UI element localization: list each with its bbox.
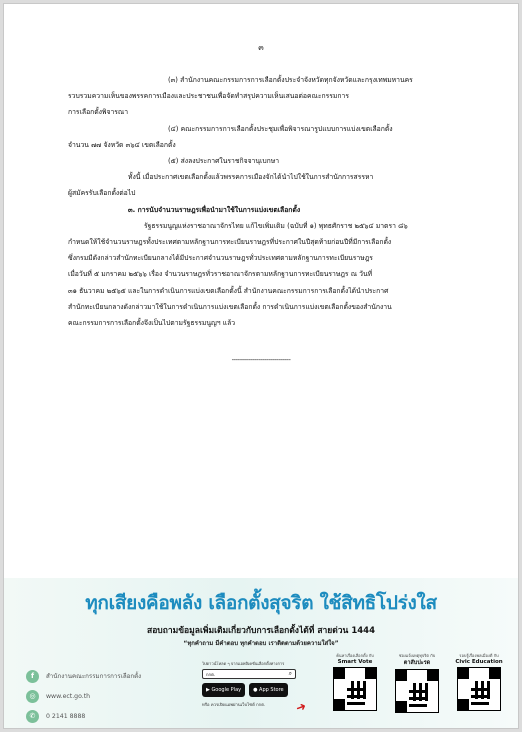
qr-code-icon xyxy=(395,669,439,713)
body-line: สำนักทะเบียนกลางดังกล่าวมาใช้ในการดำเนินการแบ่งเขตเลือกตั้ง การดำเนินการแบ่งเขตเลือกตั้งของสำนักงาน xyxy=(68,302,392,311)
end-separator: ----------------------------- xyxy=(231,356,291,364)
app-store-badge[interactable] xyxy=(249,683,288,697)
body-line: คณะกรรมการการเลือกตั้งจึงเป็นไปตามรัฐธรรมนูญฯ แล้ว xyxy=(68,319,236,328)
body-line: ๓๑ ธันวาคม ๒๕๖๕ และในการดำเนินการแบ่งเขตเลือกตั้งนี้ สำนักงานคณะกรรมการการเลือกตั้งได้นำประกาศ xyxy=(68,286,389,295)
qr-name: Civic Education xyxy=(455,659,503,665)
qr-civic-education[interactable] xyxy=(452,652,506,711)
contact-text: www.ect.go.th xyxy=(46,692,91,700)
footer-tagline: “ทุกคำถาม มีคำตอบ ทุกคำตอบ เราติดตามด้วยความใส่ใจ” xyxy=(183,640,339,647)
document-page xyxy=(3,3,519,729)
apple-icon: ● xyxy=(253,687,260,693)
qr-code-icon xyxy=(333,667,377,711)
play-icon: ▶ xyxy=(206,687,212,693)
section-heading: ๓. การนับจำนวนราษฎรเพื่อนำมาใช้ในการแบ่งเขตเลือกตั้ง xyxy=(128,205,301,214)
app-search-box[interactable] xyxy=(202,669,296,679)
download-note: หรือ ควรเปิดแอพผ่านเว็บไซต์ กกต. xyxy=(202,702,266,707)
body-line: ซึ่งกรมมีดังกล่าวสำนักทะเบียนกลางได้มีประกาศจำนวนราษฎรทั่วประเทศตามหลักฐานการทะเบียนราษฎร xyxy=(68,254,373,263)
arrow-icon: ➜ xyxy=(293,698,309,716)
facebook-icon: f xyxy=(26,670,39,683)
footer-banner xyxy=(4,578,518,729)
body-line: (๔) คณะกรรมการการเลือกตั้งประชุมเพื่อพิจารณารูปแบบการแบ่งเขตเลือกตั้ง xyxy=(168,124,393,133)
phone-icon: ✆ xyxy=(26,710,39,723)
contact-list xyxy=(26,666,216,726)
contact-text: 0 2141 8888 xyxy=(46,712,86,720)
footer-hotline: สอบถามข้อมูลเพิ่มเติมเกี่ยวกับการเลือกตั้งได้ที่ สายด่วน 1444 xyxy=(147,626,375,636)
qr-tasapparot[interactable] xyxy=(390,652,444,713)
qr-caption: รอบรู้เรื่องพลเมืองดี กับ xyxy=(459,653,499,658)
qr-caption: ค้นหาเรื่องเลือกตั้ง กับ xyxy=(336,653,374,658)
globe-icon: ◎ xyxy=(26,690,39,703)
body-line: (๓) สำนักงานคณะกรรมการการเลือกตั้งประจำจังหวัดทุกจังหวัดและกรุงเทพมหานคร xyxy=(168,76,413,84)
page-number: ๓ xyxy=(258,43,264,52)
body-line: รวบรวมความเห็นของพรรคการเมืองและประชาชนเพื่อจัดทำสรุปความเห็นเสนอต่อคณะกรรมการ xyxy=(68,92,349,101)
store-badges xyxy=(202,683,324,697)
body-line: ผู้สมัครรับเลือกตั้งต่อไป xyxy=(68,189,136,198)
app-download xyxy=(202,660,324,716)
body-line: (๕) ส่งลงประกาศในราชกิจจานุเบกษา xyxy=(168,157,280,166)
body-line: การเลือกตั้งพิจารณา xyxy=(68,108,129,117)
body-line: ทั้งนี้ เมื่อประกาศเขตเลือกตั้งแล้วพรรคการเมืองจักได้นำไปใช้ในการสำนักการสรรหา xyxy=(128,173,374,182)
qr-name: Smart Vote xyxy=(337,659,373,665)
contact-website[interactable] xyxy=(26,686,216,706)
search-value: กกต. xyxy=(206,671,216,677)
contact-phone[interactable] xyxy=(26,706,216,726)
body-line: จำนวน ๗๗ จังหวัด ๓๖๔ เขตเลือกตั้ง xyxy=(68,140,176,149)
contact-text: สำนักงานคณะกรรมการการเลือกตั้ง xyxy=(46,673,142,680)
contact-facebook[interactable] xyxy=(26,666,216,686)
qr-caption: ช่องแจ้งเหตุทุจริต กับ xyxy=(398,653,436,658)
qr-smart-vote[interactable] xyxy=(328,652,382,711)
badge-label: Google Play xyxy=(211,687,242,693)
qr-code-icon xyxy=(457,667,501,711)
google-play-badge[interactable] xyxy=(202,683,245,697)
qr-name: ตาสับปะรด xyxy=(403,660,431,666)
body-line: เมื่อวันที่ ๕ มกราคม ๒๕๖๖ เรื่อง จำนวนราษฎรทั่วราชอาณาจักรตามหลักฐานการทะเบียนราษฎร ณ วันที่ xyxy=(68,270,373,279)
search-icon: ⌕ xyxy=(288,670,292,677)
footer-slogan: ทุกเสียงคือพลัง เลือกตั้งสุจริต ใช้สิทธิโปร่งใส xyxy=(85,592,437,614)
document-body xyxy=(68,72,454,331)
qr-codes xyxy=(328,652,508,724)
badge-label: App Store xyxy=(259,687,284,693)
download-caption: ไปดาวน์โหลด ๆ จากแอพลิเคชั่นเลือกตั้งทางการ xyxy=(202,661,285,666)
body-line: รัฐธรรมนูญแห่งราชอาณาจักรไทย แก้ไขเพิ่มเติม (ฉบับที่ ๑) พุทธศักราช ๒๕๖๔ มาตรา ๘๖ xyxy=(144,221,408,230)
body-line: กำหนดให้ใช้จำนวนราษฎรทั้งประเทศตามหลักฐานการทะเบียนราษฎรที่ประกาศในปีสุดท้ายก่อนปีที่มีการเลือกตั้ง xyxy=(68,238,392,247)
